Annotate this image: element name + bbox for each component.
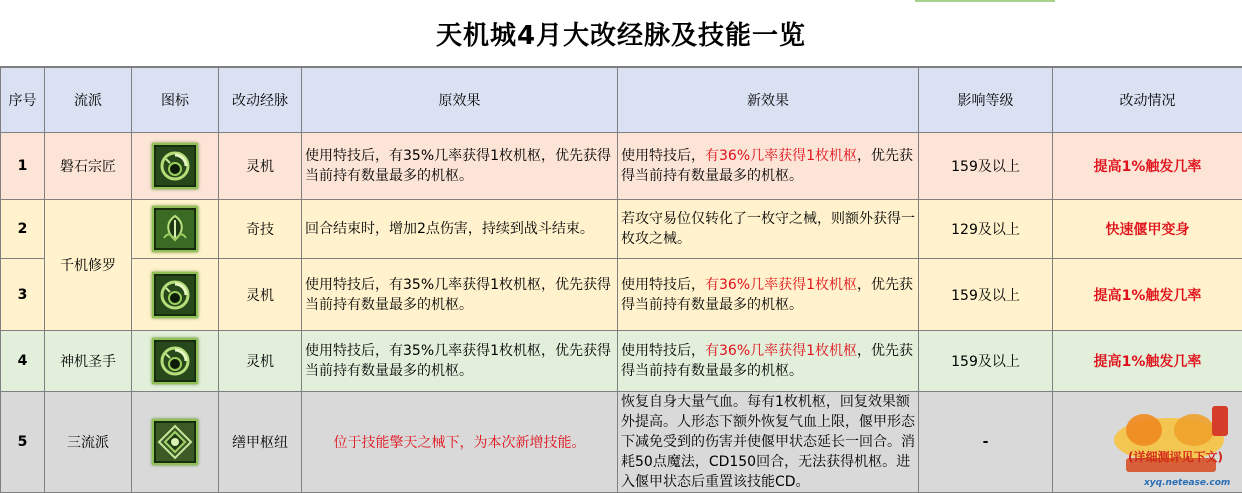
row-meridian: 灵机 xyxy=(219,331,302,392)
row-school: 神机圣手 xyxy=(45,331,132,392)
row-new-effect: 若攻守易位仅转化了一枚守之械，则额外获得一枚攻之械。 xyxy=(618,200,919,259)
row-level: 159及以上 xyxy=(919,133,1053,200)
row-change: 提高1%触发几率 xyxy=(1053,259,1242,331)
table-row xyxy=(1,200,1242,259)
header-change: 改动情况 xyxy=(1053,68,1242,133)
row-new-effect: 使用特技后，有36%几率获得1枚机枢，优先获得当前持有数量最多的机枢。 xyxy=(618,133,919,200)
row-meridian: 灵机 xyxy=(219,259,302,331)
row-new-effect: 使用特技后，有36%几率获得1枚机枢，优先获得当前持有数量最多的机枢。 xyxy=(618,331,919,392)
row-index: 5 xyxy=(1,392,45,493)
table-row xyxy=(1,331,1242,392)
spiral-rune-icon xyxy=(152,338,198,384)
row-level: - xyxy=(919,392,1053,493)
header-old-effect: 原效果 xyxy=(302,68,618,133)
row-old-effect: 使用特技后，有35%几率获得1枚机枢，优先获得当前持有数量最多的机枢。 xyxy=(302,133,618,200)
leaf-rune-icon xyxy=(152,206,198,252)
header-new-effect: 新效果 xyxy=(618,68,919,133)
table-row xyxy=(1,259,1242,331)
row-change: 提高1%触发几率 xyxy=(1053,331,1242,392)
row-icon-cell xyxy=(132,331,219,392)
header-meridian: 改动经脉 xyxy=(219,68,302,133)
row-new-effect: 使用特技后，有36%几率获得1枚机枢，优先获得当前持有数量最多的机枢。 xyxy=(618,259,919,331)
row-change xyxy=(1053,392,1242,493)
row-old-effect: 位于技能擎天之械下，为本次新增技能。 xyxy=(302,392,618,493)
diamond-rune-icon xyxy=(152,419,198,465)
row-index: 3 xyxy=(1,259,45,331)
title-bar xyxy=(0,0,1242,67)
row-level: 129及以上 xyxy=(919,200,1053,259)
row-index: 4 xyxy=(1,331,45,392)
spiral-rune-icon xyxy=(152,272,198,318)
watermark-url: xyq.netease.com xyxy=(1144,478,1231,488)
header-row xyxy=(1,68,1242,133)
row-meridian: 灵机 xyxy=(219,133,302,200)
row-level: 159及以上 xyxy=(919,259,1053,331)
row-index: 1 xyxy=(1,133,45,200)
row-school: 三流派 xyxy=(45,392,132,493)
row-change: 提高1%触发几率 xyxy=(1053,133,1242,200)
row-icon-cell xyxy=(132,200,219,259)
decorative-strip xyxy=(915,0,1055,2)
header-icon: 图标 xyxy=(132,68,219,133)
row-school: 磐石宗匠 xyxy=(45,133,132,200)
change-detail-text: (详细测评见下文) xyxy=(1128,450,1223,464)
table-row xyxy=(1,392,1242,493)
page-title: 天机城4月大改经脉及技能一览 xyxy=(435,20,807,51)
row-meridian: 奇技 xyxy=(219,200,302,259)
forum-watermark xyxy=(1104,400,1234,490)
row-meridian: 缮甲枢纽 xyxy=(219,392,302,493)
row-icon-cell xyxy=(132,392,219,493)
header-index: 序号 xyxy=(1,68,45,133)
spiral-rune-icon xyxy=(152,143,198,189)
row-school: 千机修罗 xyxy=(45,200,132,331)
header-level: 影响等级 xyxy=(919,68,1053,133)
row-old-effect: 使用特技后，有35%几率获得1枚机枢，优先获得当前持有数量最多的机枢。 xyxy=(302,331,618,392)
row-old-effect: 回合结束时，增加2点伤害，持续到战斗结束。 xyxy=(302,200,618,259)
row-old-effect: 使用特技后，有35%几率获得1枚机枢，优先获得当前持有数量最多的机枢。 xyxy=(302,259,618,331)
table-row xyxy=(1,133,1242,200)
row-level: 159及以上 xyxy=(919,331,1053,392)
row-index: 2 xyxy=(1,200,45,259)
row-change: 快速偃甲变身 xyxy=(1053,200,1242,259)
row-icon-cell xyxy=(132,259,219,331)
row-new-effect: 恢复自身大量气血。每有1枚机枢，回复效果额外提高。人形态下额外恢复气血上限，偃甲形态下减免受到的伤害并使偃甲状态延长一回合。消耗50点魔法，CD150回合，无法获得机枢。进入偃甲状态后重置该技能CD。 xyxy=(618,392,919,493)
changes-table xyxy=(0,67,1242,493)
header-school: 流派 xyxy=(45,68,132,133)
row-icon-cell xyxy=(132,133,219,200)
